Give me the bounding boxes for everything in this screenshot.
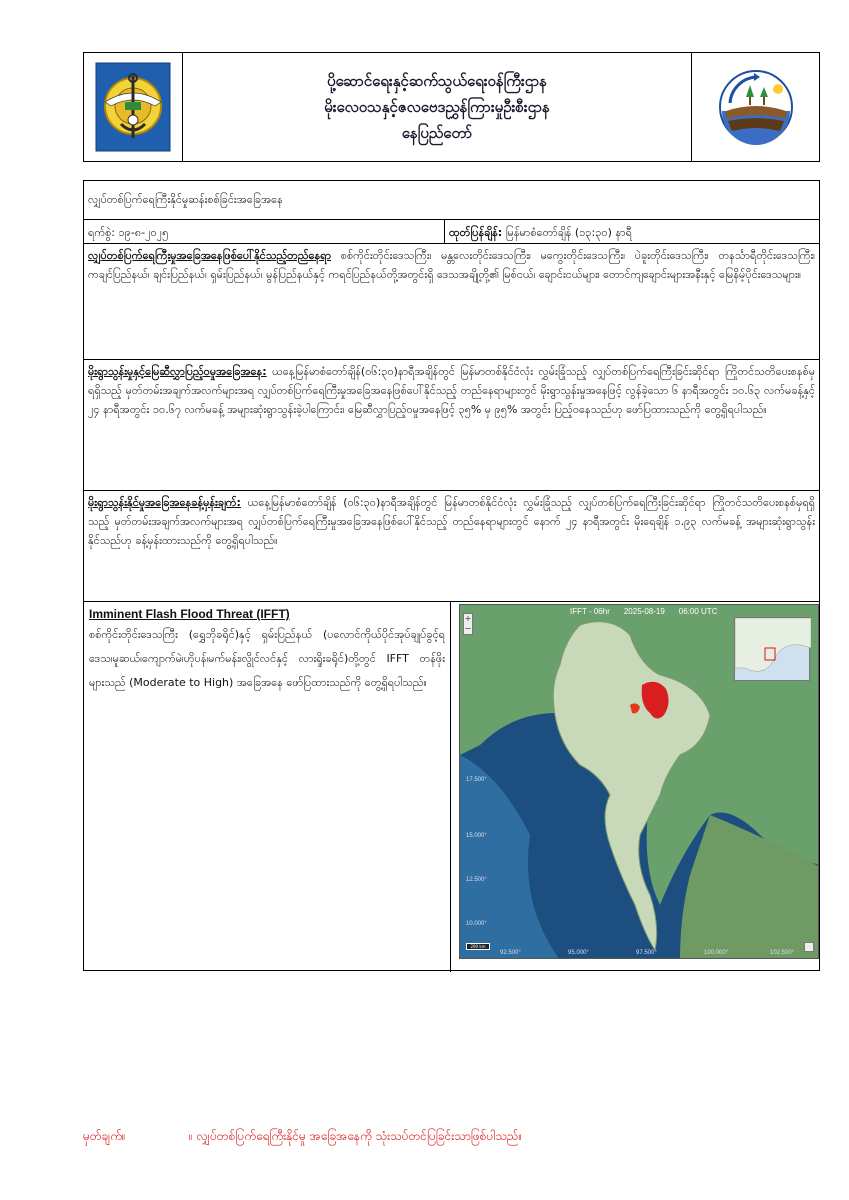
map-scale-label: 200 km bbox=[470, 944, 486, 949]
ministry-logo-cell bbox=[84, 53, 183, 161]
date-cell bbox=[84, 220, 445, 243]
letterhead bbox=[83, 52, 820, 162]
map-header bbox=[570, 607, 717, 616]
lat-label: 12.500° bbox=[466, 877, 487, 883]
lon-label: 97.500° bbox=[636, 950, 657, 956]
footer-note bbox=[83, 1128, 823, 1146]
flood-location-body: စစ်ကိုင်းတိုင်းဒေသကြီး၊ မန္တလေးတိုင်းဒေသကြီး၊ မကွေးတိုင်းဒေသကြီး၊ ပဲခူးတိုင်းဒေသကြီး၊ တနင်္သာရီတိုင်းဒေသကြီး၊ ကချင်ပြည်နယ်၊ ချင်းပြည်နယ်၊ ရှမ်းပြည်နယ်၊ မွန်ပြည်နယ်နှင့် ကရင်ပြည်နယ်တို့အတွင်းရှိ ဒေသအချို့တို့၏ မြစ်ငယ်၊ ချောင်းငယ်များ၊ တောင်ကျချောင်းများအနီးနှင့် မြေနိမ့်ပိုင်းဒေသများ။ bbox=[88, 249, 815, 281]
rainfall-forecast-row bbox=[84, 491, 819, 602]
footer-text: ။ လျှပ်တစ်ပြက်ရေကြီးနိုင်မှု အခြေအနေကို သုံးသပ်တင်ပြခြင်းသာဖြစ်ပါသည်။ bbox=[189, 1129, 523, 1143]
ifft-map bbox=[459, 604, 819, 959]
map-inset bbox=[734, 617, 810, 681]
report-heading-row bbox=[84, 181, 819, 220]
inset-map-graphic bbox=[735, 618, 811, 682]
ifft-body: စစ်ကိုင်းတိုင်းဒေသကြီး (ရွှေဘိုခရိုင်)နှင့် ရှမ်းပြည်နယ် (ပလောင်ကိုယ်ပိုင်အုပ်ချုပ်ခွင့်ရဒေသ၊မူဆယ်၊ကျောက်မဲ၊ဟိုပန်၊မက်မန်း၊လွိုင်လင်နှင့် လားရှိုးခရိုင်)တို့တွင် IFFT တန်ဖိုးများသည် (Moderate to High) အခြေအနေ ဖော်ပြထားသည်ကို တွေ့ရှိရပါသည်။ bbox=[89, 628, 445, 689]
lat-label: 17.500° bbox=[466, 777, 487, 783]
lat-label: 15.000° bbox=[466, 833, 487, 839]
footer-label: မှတ်ချက်။ bbox=[83, 1129, 126, 1143]
date-value: : ၁၉-၈-၂၀၂၅ bbox=[111, 226, 169, 239]
dmh-logo-cell bbox=[691, 53, 819, 161]
lon-label: 100.000° bbox=[704, 950, 729, 956]
map-time: 06:00 UTC bbox=[678, 607, 718, 616]
lon-label: 102.500° bbox=[770, 950, 795, 956]
report-heading: လျှပ်တစ်ပြက်ရေကြီးနိုင်မှုဆန်းစစ်ခြင်းအခြေအနေ bbox=[88, 193, 283, 206]
map-label: IFFT - 06hr bbox=[570, 607, 610, 616]
rainfall-soil-row bbox=[84, 360, 819, 491]
flood-location-row bbox=[84, 244, 819, 360]
rainfall-forecast-body: ယနေ့မြန်မာစံတော်ချိန် (၀၆:၃၀)နာရီအချိန်တွင် မြန်မာတစ်နိုင်ငံလုံး လွှမ်းခြုံသည့် လျှပ်တစ်ပြက်ရေကြီးခြင်းဆိုင်ရာ ကြိုတင်သတိပေးစနစ်မှရရှိသည့် မှတ်တမ်းအချက်အလက်များအရ လျှပ်တစ်ပြက်ရေကြီးမှုအခြေအနေဖြစ်ပေါ်နိုင်သည့် တည်နေရာများတွင် နောက် ၂၄ နာရီအတွင်း မိုးရေချိန် ၁.၉၃ လက်မခန့် အများဆုံးရွာသွန်းနိုင်သည်ဟု ခန့်မှန်းထားသည်ကို တွေ့ရှိရပါသည်။ bbox=[88, 496, 815, 547]
map-download-button[interactable] bbox=[804, 942, 814, 952]
issue-time-label: ထုတ်ပြန်ချိန်: bbox=[449, 226, 503, 239]
letterhead-title bbox=[183, 53, 691, 161]
flood-location-title: လျှပ်တစ်ပြက်ရေကြီးမှုအခြေအနေဖြစ်ပေါ်နိုင်သည့်တည်နေရာ bbox=[88, 249, 332, 262]
ministry-name: ပို့ဆောင်ရေးနှင့်ဆက်သွယ်ရေးဝန်ကြီးဌာန bbox=[327, 72, 547, 90]
ministry-emblem-icon bbox=[95, 62, 171, 152]
map-zoom-control[interactable]: + − bbox=[464, 614, 472, 633]
ifft-title: Imminent Flash Flood Threat (IFFT) bbox=[89, 607, 290, 621]
hydrology-logo-icon bbox=[716, 67, 796, 147]
ifft-row bbox=[84, 602, 819, 972]
city-name: နေပြည်တော် bbox=[401, 124, 473, 142]
lon-label: 95.000° bbox=[568, 950, 589, 956]
map-date: 2025-08-19 bbox=[623, 607, 665, 616]
rainfall-soil-body: ယနေ့မြန်မာစံတော်ချိန်(၀၆:၃၀)နာရီအချိန်တွင် မြန်မာတစ်နိုင်ငံလုံး လွှမ်းခြုံသည့် လျှပ်တစ်ပြက်ရေကြီးခြင်းဆိုင်ရာ ကြိုတင်သတိပေးစနစ်မှရရှိသည့် မှတ်တမ်းအချက်အလက်များအရ လျှပ်တစ်ပြက်ရေကြီးမှုအခြေအနေဖြစ်ပေါ်နိုင်သည့် တည်နေရာများတွင် မိုးရွာသွန်းမှုအနေဖြင့် လွန်ခဲ့သော ၆ နာရီအတွင်း ၁၀.၆၃ လက်မခန့်နှင့် ၂၄ နာရီအတွင်း ၁၀.၆၇ လက်မခန့် အများဆုံးရွာသွန်းခဲ့ပါကြောင်း၊ မြေဆီလွှာပြည့်ဝမှုအနေဖြင့် ၃၅% မှ ၉၅% အတွင်း ပြည့်ဝနေသည်ဟု ဖော်ပြထားသည်ကို တွေ့ရှိရပါသည်။ bbox=[88, 365, 815, 416]
rainfall-soil-title: မိုးရွာသွန်းမှုနှင့်မြေဆီလွှာပြည့်ဝမှုအခြေအနေ: bbox=[88, 365, 267, 378]
date-row bbox=[84, 220, 819, 244]
issue-time-value: မြန်မာစံတော်ချိန် (၁၃:၃၀) နာရီ bbox=[502, 226, 632, 239]
department-name: မိုးလေဝသနှင့်ဇလဗေဒညွှန်ကြားမှုဦးစီးဌာန bbox=[324, 98, 550, 116]
ifft-text-cell bbox=[84, 602, 451, 972]
rainfall-forecast-title: မိုးရွာသွန်းနိုင်မှုအခြေအနေခန့်မှန်းချက်: bbox=[88, 496, 241, 509]
map-scale-bar bbox=[466, 943, 490, 950]
issue-time-cell bbox=[445, 220, 819, 243]
lon-label: 92.500° bbox=[500, 950, 521, 956]
assessment-table bbox=[83, 180, 820, 971]
date-label: ရက်စွဲ bbox=[88, 226, 112, 239]
lat-label: 10.000° bbox=[466, 921, 487, 927]
ifft-map-cell bbox=[451, 602, 819, 972]
